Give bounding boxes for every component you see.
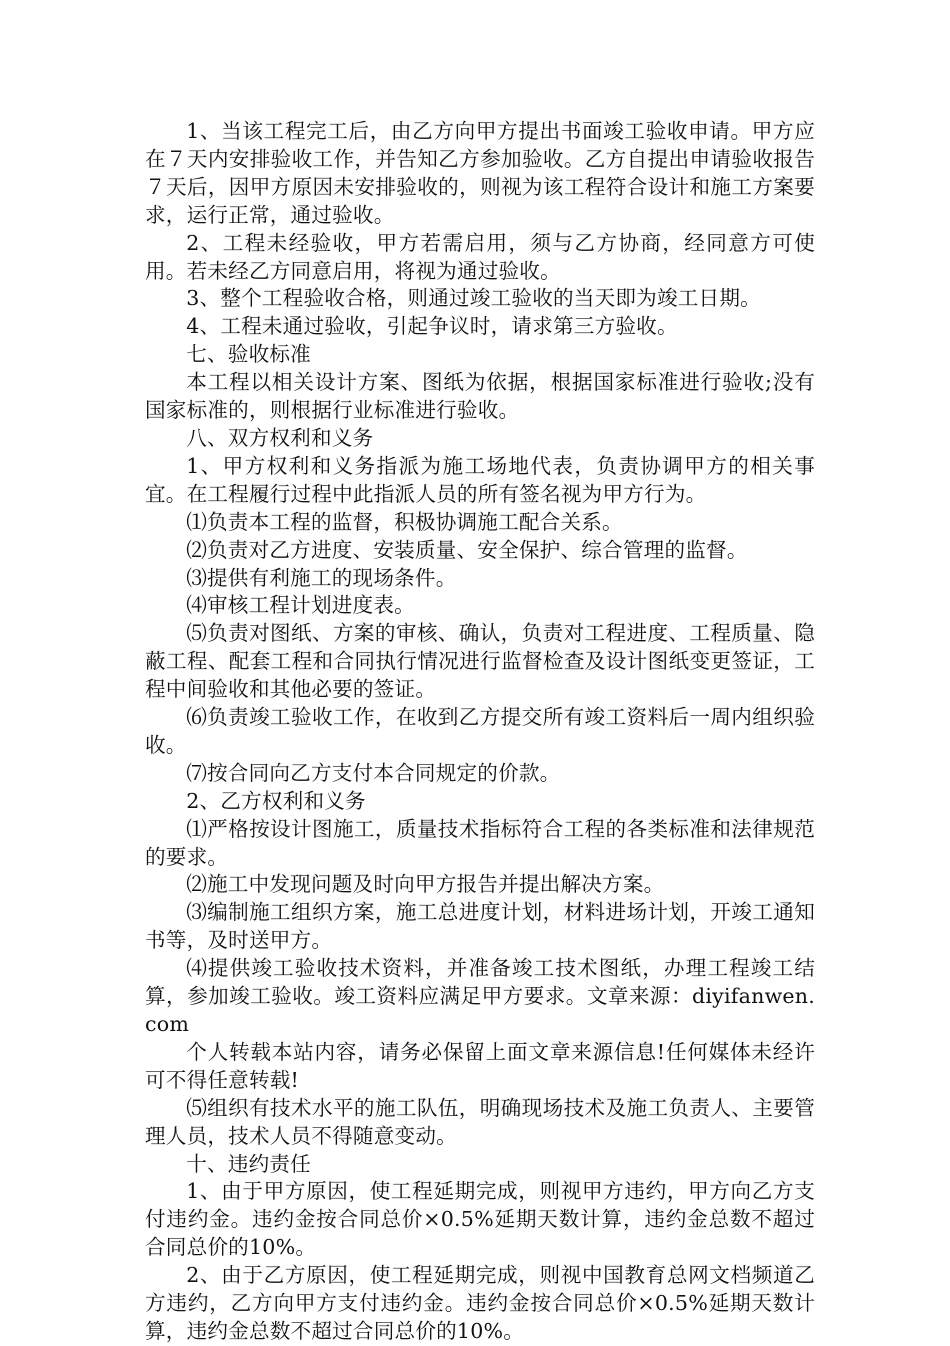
list-item: ⑸组织有技术水平的施工队伍，明确现场技术及施工负责人、主要管理人员，技术人员不得随意变动。 xyxy=(145,1095,815,1148)
section-heading: 十、违约责任 xyxy=(186,1151,311,1176)
paragraph: 1、甲方权利和义务指派为施工场地代表，负责协调甲方的相关事宜。在工程履行过程中此指派人员的所有签名视为甲方行为。 xyxy=(145,453,815,506)
paragraph: 2、由于乙方原因，使工程延期完成，则视中国教育总网文档频道乙方违约，乙方向甲方支付违约金。违约金按合同总价×0.5%延期天数计算，违约金总数不超过合同总价的10%。 xyxy=(145,1263,815,1343)
list-item: ⑷审核工程计划进度表。 xyxy=(186,593,415,618)
document-body xyxy=(145,118,815,1346)
paragraph: 3、整个工程验收合格，则通过竣工验收的当天即为竣工日期。 xyxy=(186,286,761,311)
section-heading: 八、双方权利和义务 xyxy=(186,425,374,450)
paragraph: 本工程以相关设计方案、图纸为依据，根据国家标准进行验收;没有国家标准的，则根据行业标准进行验收。 xyxy=(145,370,815,423)
list-item: ⑵施工中发现问题及时向甲方报告并提出解决方案。 xyxy=(186,872,665,897)
paragraph: 4、工程未通过验收，引起争议时，请求第三方验收。 xyxy=(186,314,678,339)
list-item: ⑵负责对乙方进度、安装质量、安全保护、综合管理的监督。 xyxy=(186,537,748,562)
list-item: ⑶编制施工组织方案，施工总进度计划，材料进场计划，开竣工通知书等，及时送甲方。 xyxy=(145,900,815,953)
list-item: ⑷提供竣工验收技术资料，并准备竣工技术图纸，办理工程竣工结算，参加竣工验收。竣工资料应满足甲方要求。文章来源：diyifanwen.com xyxy=(145,956,815,1036)
list-item: ⑶提供有利施工的现场条件。 xyxy=(186,565,457,590)
paragraph: 个人转载本站内容，请务必保留上面文章来源信息!任何媒体未经许可不得任意转载! xyxy=(145,1039,815,1092)
list-item: ⑸负责对图纸、方案的审核、确认，负责对工程进度、工程质量、隐蔽工程、配套工程和合同执行情况进行监督检查及设计图纸变更签证，工程中间验收和其他必要的签证。 xyxy=(145,621,815,702)
paragraph: 1、当该工程完工后，由乙方向甲方提出书面竣工验收申请。甲方应在７天内安排验收工作，并告知乙方参加验收。乙方自提出申请验收报告７天后，因甲方原因未安排验收的，则视为该工程符合设计和施工方案要求，运行正常，通过验收。 xyxy=(145,119,815,227)
list-item: ⑴负责本工程的监督，积极协调施工配合关系。 xyxy=(186,509,623,534)
paragraph: 2、乙方权利和义务 xyxy=(186,788,366,813)
paragraph: 2、工程未经验收，甲方若需启用，须与乙方协商，经同意方可使用。若未经乙方同意启用，将视为通过验收。 xyxy=(145,230,815,283)
list-item: ⑴严格按设计图施工，质量技术指标符合工程的各类标准和法律规范的要求。 xyxy=(145,816,815,869)
paragraph: 1、由于甲方原因，使工程延期完成，则视甲方违约，甲方向乙方支付违约金。违约金按合同总价×0.5%延期天数计算，违约金总数不超过合同总价的10%。 xyxy=(145,1179,815,1260)
section-heading: 七、验收标准 xyxy=(186,342,311,367)
list-item: ⑹负责竣工验收工作，在收到乙方提交所有竣工资料后一周内组织验收。 xyxy=(145,705,815,757)
list-item: ⑺按合同向乙方支付本合同规定的价款。 xyxy=(186,760,561,785)
